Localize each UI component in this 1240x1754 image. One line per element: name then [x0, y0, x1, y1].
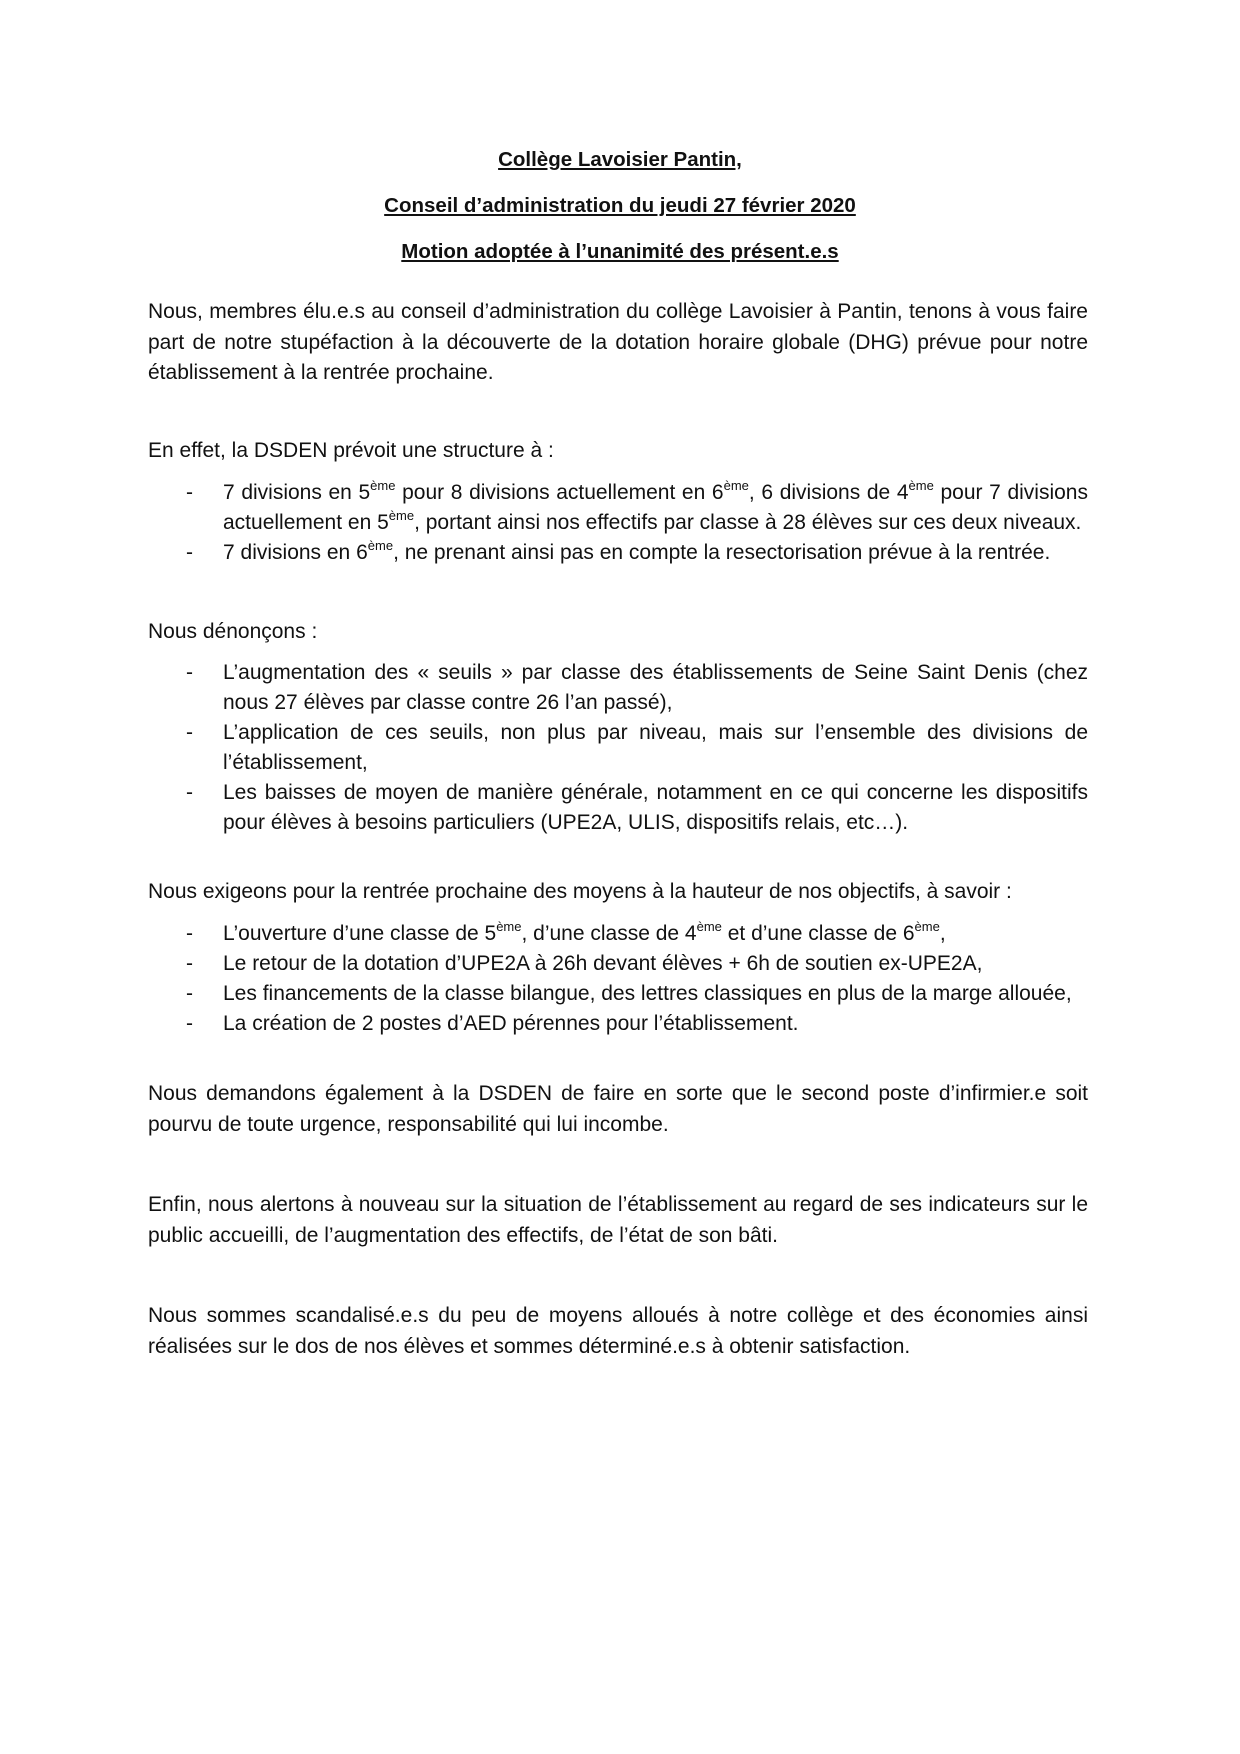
- list-item: - 7 divisions en 5ème pour 8 divisions actuellement en 6ème, 6 divisions de 4ème pour 7 divisions actuellement en 5ème, portant ainsi nos effectifs par classe à 28 élèves sur ces deux niveaux.: [186, 478, 1088, 534]
- bullet-marker: -: [186, 952, 193, 975]
- header-school: Collège Lavoisier Pantin,: [498, 148, 742, 171]
- document-header: [0, 145, 1240, 283]
- list-item: - L’augmentation des « seuils » par classe des établissements de Seine Saint Denis (chez nous 27 élèves par classe contre 26 l’an passé),: [148, 658, 1088, 718]
- bullet-marker: -: [186, 721, 193, 744]
- demands-list: [148, 919, 1088, 1039]
- bullet-marker: -: [186, 661, 193, 684]
- header-motion: Motion adoptée à l’unanimité des présent.e.s: [401, 240, 839, 263]
- demands-lead: Nous exigeons pour la rentrée prochaine des moyens à la hauteur de nos objectifs, à savoir :: [148, 880, 1012, 903]
- header-meeting: Conseil d’administration du jeudi 27 février 2020: [384, 194, 856, 217]
- intro-paragraph: Nous, membres élu.e.s au conseil d’administration du collège Lavoisier à Pantin, tenons à vous faire part de notre stupéfaction à la découverte de la dotation horaire globale (DHG) prévue pour notre établissement à la rentrée prochaine.: [148, 300, 1088, 384]
- alert-paragraph: Enfin, nous alertons à nouveau sur la situation de l’établissement au regard de ses indicateurs sur le public accueilli, de l’augmentation des effectifs, de l’état de son bâti.: [148, 1193, 1088, 1247]
- nurse-paragraph: Nous demandons également à la DSDEN de faire en sorte que le second poste d’infirmier.e soit pourvu de toute urgence, responsabilité qui lui incombe.: [148, 1082, 1088, 1136]
- list-item: - L’ouverture d’une classe de 5ème, d’une classe de 4ème et d’une classe de 6ème,: [148, 919, 1088, 949]
- bullet-marker: -: [186, 541, 193, 564]
- bullet-marker: -: [186, 982, 193, 1005]
- bullet-marker: -: [186, 1012, 193, 1035]
- conclusion-paragraph: Nous sommes scandalisé.e.s du peu de moyens alloués à notre collège et des économies ainsi réalisées sur le dos de nos élèves et sommes déterminé.e.s à obtenir satisfaction.: [148, 1304, 1088, 1358]
- bullet-marker: -: [186, 922, 193, 945]
- bullet-marker: -: [186, 481, 193, 504]
- list-item: - L’application de ces seuils, non plus par niveau, mais sur l’ensemble des divisions de l’établissement,: [148, 718, 1088, 778]
- bullet-marker: -: [186, 781, 193, 804]
- list-item: - Les financements de la classe bilangue, des lettres classiques en plus de la marge allouée,: [148, 979, 1088, 1009]
- structure-list: [148, 478, 1088, 568]
- list-item: - Les baisses de moyen de manière générale, notamment en ce qui concerne les dispositifs pour élèves à besoins particuliers (UPE2A, ULIS, dispositifs relais, etc…).: [148, 778, 1088, 838]
- list-item: - La création de 2 postes d’AED pérennes pour l’établissement.: [148, 1009, 1088, 1039]
- denounce-list: [148, 658, 1088, 838]
- list-item: - Le retour de la dotation d’UPE2A à 26h devant élèves + 6h de soutien ex-UPE2A,: [148, 949, 1088, 979]
- list-item: - 7 divisions en 6ème, ne prenant ainsi pas en compte la resectorisation prévue à la rentrée.: [148, 538, 1088, 568]
- structure-lead: En effet, la DSDEN prévoit une structure à :: [148, 439, 554, 462]
- denounce-lead: Nous dénonçons :: [148, 620, 318, 643]
